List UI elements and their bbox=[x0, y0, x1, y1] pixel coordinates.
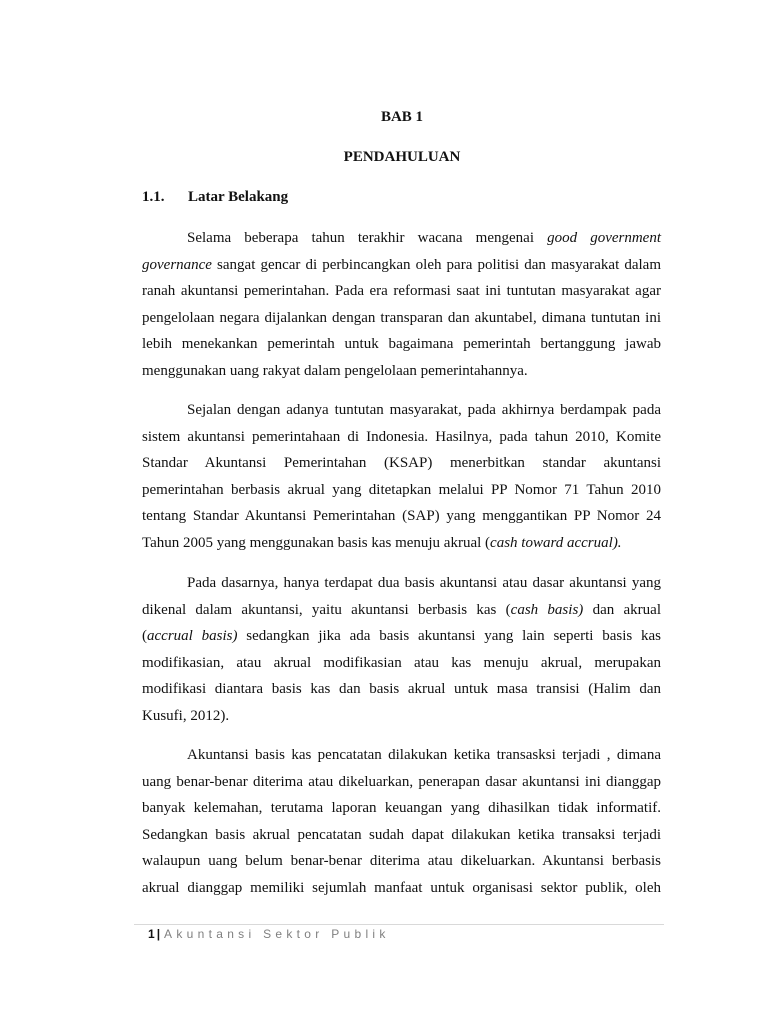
text-run: modifikasian, atau akrual modifikasian atau kas menuju akrual, merupakan bbox=[142, 654, 661, 671]
text-run: sistem akuntansi pemerintahaan di Indonesia. Hasilnya, pada tahun 2010, Komite bbox=[142, 428, 661, 445]
paragraph-line bbox=[142, 703, 661, 730]
paragraph-line bbox=[142, 331, 661, 358]
paragraph-line bbox=[142, 305, 661, 332]
text-run: lebih menekankan pemerintah untuk bagaimana pemerintah bertanggung jawab bbox=[142, 336, 661, 352]
text-run: Standar Akuntansi Pemerintahan (KSAP) menerbitkan standar akuntansi bbox=[142, 455, 661, 471]
paragraph-line bbox=[142, 795, 661, 822]
text-run: pemerintahan berbasis akrual yang ditetapkan melalui PP Nomor 71 Tahun 2010 bbox=[142, 481, 661, 498]
text-run: Kusufi, 2012). bbox=[142, 707, 230, 724]
italic-term: good government bbox=[547, 230, 662, 246]
paragraph-line bbox=[142, 358, 661, 385]
text-run: dan akrual bbox=[583, 601, 661, 618]
text-run: sedangkan jika ada basis akuntansi yang lain seperti basis kas bbox=[237, 628, 661, 644]
paragraph-line bbox=[142, 623, 661, 650]
paragraph-line bbox=[142, 397, 661, 424]
text-run: ( bbox=[142, 628, 147, 644]
italic-term: cash toward accrual). bbox=[490, 534, 622, 551]
italic-term: cash basis) bbox=[510, 601, 584, 618]
text-run: Tahun 2005 yang menggunakan basis kas menuju akrual ( bbox=[142, 534, 491, 551]
section-heading bbox=[142, 189, 288, 206]
text-run: banyak kelemahan, terutama laporan keuangan yang dihasilkan tidak informatif. bbox=[142, 800, 661, 816]
text-run: tentang Standar Akuntansi Pemerintahan (SAP) yang menggantikan PP Nomor 24 bbox=[142, 508, 661, 524]
paragraph bbox=[142, 397, 661, 556]
footer-title: Akuntansi Sektor Publik bbox=[164, 927, 390, 941]
paragraph-line bbox=[142, 503, 661, 530]
paragraph-line bbox=[142, 225, 661, 252]
paragraph-line bbox=[142, 875, 661, 902]
paragraph-line bbox=[142, 676, 661, 703]
text-run: uang benar-benar diterima atau dikeluarkan, penerapan dasar akuntansi ini dianggap bbox=[142, 773, 661, 790]
text-run: pengelolaan negara dijalankan dengan transparan dan akuntabel, dimana tuntutan ini bbox=[142, 309, 661, 326]
chapter-title: PENDAHULUAN bbox=[343, 149, 461, 165]
italic-term: governance bbox=[142, 256, 212, 273]
paragraph-line bbox=[142, 597, 661, 624]
paragraph-line bbox=[142, 570, 661, 597]
paragraph-line bbox=[142, 769, 661, 796]
chapter-number: BAB 1 bbox=[380, 109, 424, 125]
paragraph bbox=[142, 742, 661, 901]
text-run: dikenal dalam akuntansi, yaitu akuntansi berbasis kas ( bbox=[142, 601, 511, 618]
text-run: Akuntansi basis kas pencatatan dilakukan ketika transasksi terjadi , dimana bbox=[187, 747, 661, 763]
page-number: 1 bbox=[148, 927, 155, 941]
paragraph bbox=[142, 570, 661, 729]
text-run: ranah akuntansi pemerintahan. Pada era reformasi saat ini tuntutan masyarakat agar bbox=[142, 283, 661, 299]
text-run: akrual dianggap memiliki sejumlah manfaat untuk organisasi sektor publik, oleh bbox=[142, 879, 661, 896]
paragraph bbox=[142, 225, 661, 384]
text-run: Sedangkan basis akrual pencatatan sudah dapat dilakukan ketika transaksi terjadi bbox=[142, 826, 661, 843]
paragraph-line bbox=[142, 477, 661, 504]
paragraph-line bbox=[142, 278, 661, 305]
paragraph-line bbox=[142, 650, 661, 677]
text-run: Selama beberapa tahun terakhir wacana mengenai bbox=[187, 230, 548, 246]
section-number: 1.1. bbox=[142, 189, 165, 205]
text-run: Sejalan dengan adanya tuntutan masyarakat, pada akhirnya berdampak pada bbox=[187, 402, 661, 418]
section-title: Latar Belakang bbox=[188, 189, 289, 205]
text-run: Pada dasarnya, hanya terdapat dua basis akuntansi atau dasar akuntansi yang bbox=[187, 575, 661, 591]
paragraph-line bbox=[142, 822, 661, 849]
text-run: walaupun uang belum benar-benar diterima atau dikeluarkan. Akuntansi berbasis bbox=[142, 853, 661, 869]
footer-content bbox=[148, 927, 390, 941]
italic-term: accrual basis) bbox=[147, 628, 238, 644]
paragraph-line bbox=[142, 450, 661, 477]
text-run: menggunakan uang rakyat dalam pengelolaan pemerintahannya. bbox=[142, 362, 528, 379]
footer-separator: | bbox=[156, 927, 161, 941]
paragraph-line bbox=[142, 848, 661, 875]
paragraph-line bbox=[142, 424, 661, 451]
text-run: modifikasi diantara basis kas dan basis akrual untuk masa transisi (Halim dan bbox=[142, 681, 661, 697]
paragraph-line bbox=[142, 252, 661, 279]
paragraph-line bbox=[142, 742, 661, 769]
page-footer bbox=[134, 924, 664, 941]
paragraph-line bbox=[142, 530, 661, 557]
text-run: sangat gencar di perbincangkan oleh para politisi dan masyarakat dalam bbox=[211, 256, 661, 273]
